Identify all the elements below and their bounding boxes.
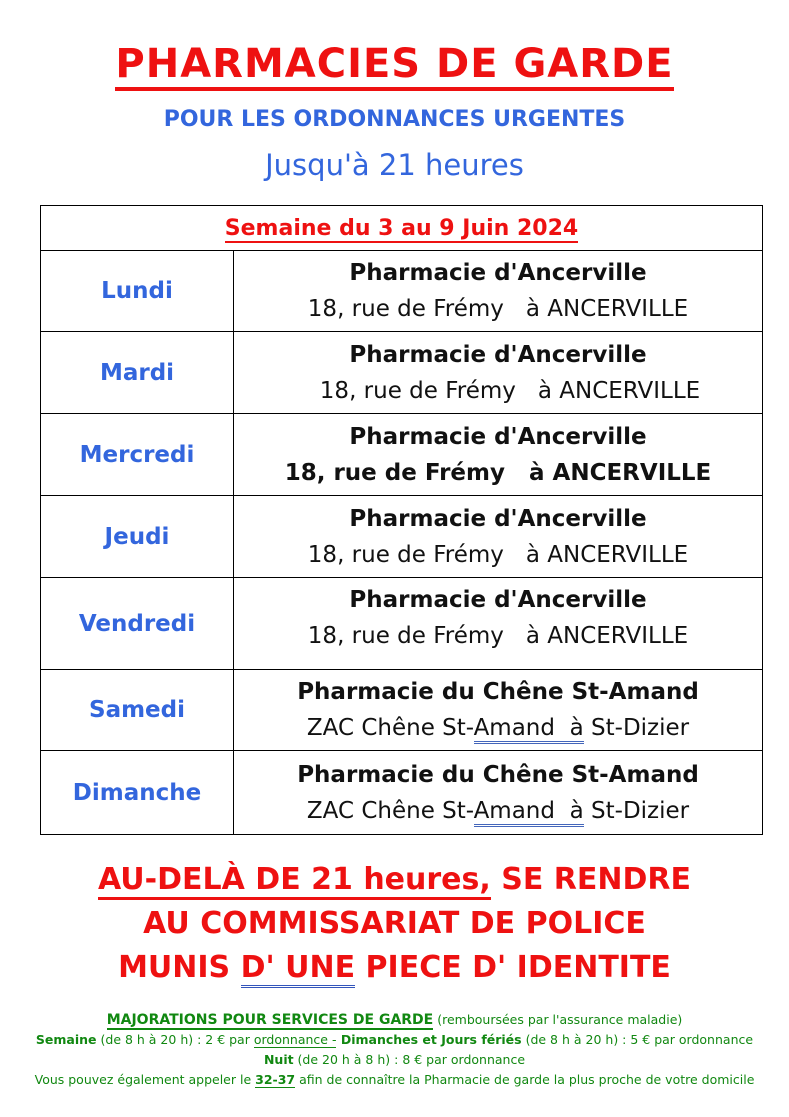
warning-line-2: AU COMMISSARIAT DE POLICE xyxy=(143,906,646,941)
footer-rates-line xyxy=(0,1030,789,1050)
day-mardi: Mardi xyxy=(41,332,234,414)
day-samedi: Samedi xyxy=(41,670,234,751)
pharmacy-name: Pharmacie d'Ancerville xyxy=(349,587,647,613)
footer-heading-line xyxy=(0,1010,789,1030)
table-row xyxy=(41,414,763,496)
footer-night-line xyxy=(0,1050,789,1070)
pharmacy-name: Pharmacie d'Ancerville xyxy=(349,423,647,450)
pharmacy-name: Pharmacie d'Ancerville xyxy=(349,505,647,532)
warning-text: SE RENDRE xyxy=(490,862,691,897)
pharmacy-cell xyxy=(234,251,763,332)
pharmacy-address xyxy=(234,793,762,829)
table-row xyxy=(41,332,763,414)
pharmacy-name: Pharmacie d'Ancerville xyxy=(349,341,647,368)
day-lundi: Lundi xyxy=(41,251,234,332)
rate-label: Nuit xyxy=(263,1052,294,1067)
address-part: St-Dizier xyxy=(583,715,690,741)
address-part: ZAC Chêne St- xyxy=(306,715,474,741)
pharmacy-name: Pharmacie d'Ancerville xyxy=(349,260,647,286)
page-title xyxy=(0,38,789,90)
warning-text: PIECE D' IDENTITE xyxy=(355,950,671,985)
address-part-underlined: Amand à xyxy=(474,715,584,744)
call-text: afin de connaître la Pharmacie de garde la plus proche de votre domicile xyxy=(295,1072,755,1087)
pharmacy-cell xyxy=(234,332,763,414)
day-vendredi: Vendredi xyxy=(41,578,234,670)
pharmacy-cell xyxy=(234,670,763,751)
rate-label: Semaine xyxy=(35,1032,97,1047)
warning-underlined: AU-DELÀ DE 21 heures, xyxy=(98,862,491,900)
warning-line-3 xyxy=(0,946,789,990)
rate-label: Dimanches et Jours fériés xyxy=(336,1032,522,1047)
page-title-text: PHARMACIES DE GARDE xyxy=(115,41,673,91)
pharmacy-address: 18, rue de Frémy à ANCERVILLE xyxy=(319,377,701,404)
pharmacy-address: 18, rue de Frémy à ANCERVILLE xyxy=(307,296,689,322)
warning-text: MUNIS xyxy=(118,950,241,985)
pharmacy-cell xyxy=(234,414,763,496)
week-label: Semaine du 3 au 9 Juin 2024 xyxy=(224,215,579,241)
table-row xyxy=(41,751,763,835)
address-part: ZAC Chêne St- xyxy=(306,797,474,824)
rate-text: (de 20 h à 8 h) : 8 € par ordonnance xyxy=(293,1052,526,1067)
footer-heading-note: (remboursées par l'assurance maladie) xyxy=(433,1012,683,1027)
rate-text: (de 8 h à 20 h) : 2 € par xyxy=(96,1032,254,1047)
address-part-underlined: Amand à xyxy=(474,798,584,827)
pharmacy-cell xyxy=(234,496,763,578)
rate-text: ordonnance - xyxy=(253,1032,337,1047)
table-row xyxy=(41,251,763,332)
day-jeudi: Jeudi xyxy=(41,496,234,578)
after-hours-warning xyxy=(0,858,789,990)
warning-line-1 xyxy=(0,858,789,902)
surcharge-footer xyxy=(0,1010,789,1090)
subtitle: POUR LES ORDONNANCES URGENTES xyxy=(163,107,626,132)
schedule-table xyxy=(40,205,763,835)
table-row xyxy=(41,578,763,670)
pharmacy-name: Pharmacie du Chêne St-Amand xyxy=(297,761,699,788)
pharmacy-cell xyxy=(234,578,763,670)
rate-text: (de 8 h à 20 h) : 5 € par ordonnance xyxy=(521,1032,754,1047)
week-header-cell xyxy=(41,206,763,251)
call-text: Vous pouvez également appeler le xyxy=(34,1072,256,1087)
day-mercredi: Mercredi xyxy=(41,414,234,496)
address-part: St-Dizier xyxy=(583,797,690,824)
pharmacy-cell xyxy=(234,751,763,835)
warning-underlined: D' UNE xyxy=(241,950,356,988)
pharmacy-name: Pharmacie du Chêne St-Amand xyxy=(297,679,699,705)
pharmacy-address: 18, rue de Frémy à ANCERVILLE xyxy=(307,623,689,649)
pharmacy-address xyxy=(234,710,762,746)
pharmacy-address: 18, rue de Frémy à ANCERVILLE xyxy=(284,459,712,486)
pharmacy-address: 18, rue de Frémy à ANCERVILLE xyxy=(307,541,689,568)
day-dimanche: Dimanche xyxy=(41,751,234,835)
week-header-row xyxy=(41,206,763,251)
hours-note: Jusqu'à 21 heures xyxy=(265,148,524,182)
phone-number: 32-37 xyxy=(255,1072,296,1087)
footer-heading: MAJORATIONS POUR SERVICES DE GARDE xyxy=(106,1012,434,1028)
table-row xyxy=(41,496,763,578)
footer-call-line xyxy=(0,1070,789,1090)
table-row xyxy=(41,670,763,751)
